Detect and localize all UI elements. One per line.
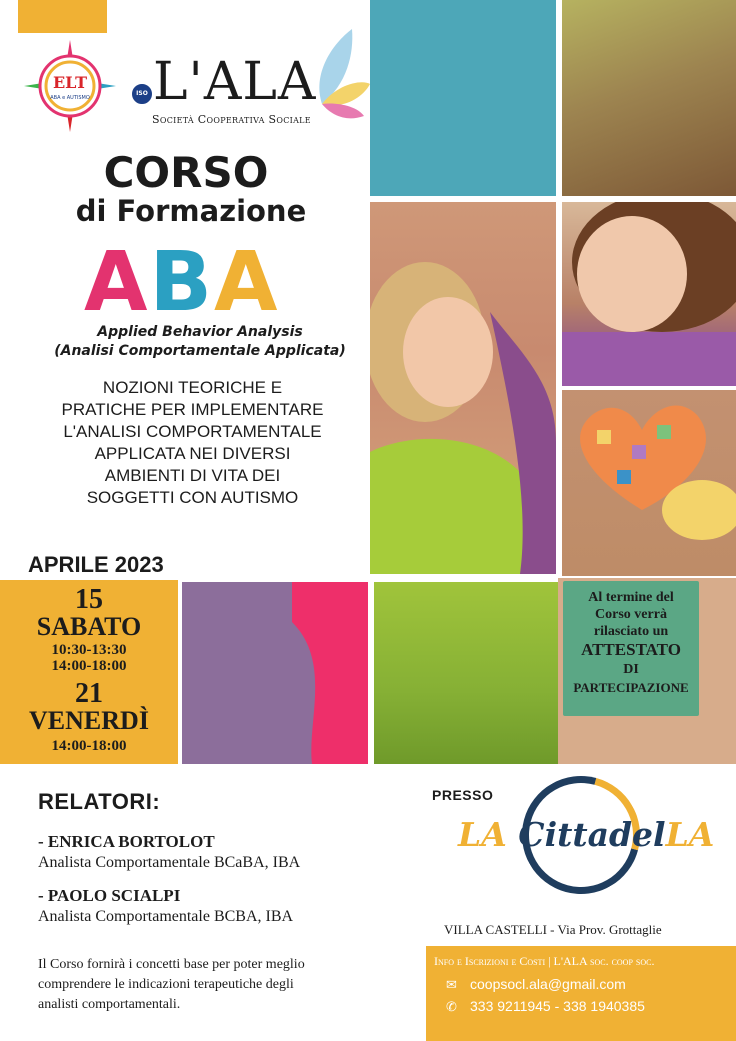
note-line: analisti comportamentali.: [38, 997, 181, 1012]
description-line: NOZIONI TEORICHE E: [102, 378, 283, 397]
phone-row[interactable]: [446, 998, 645, 1015]
child-illustration: [370, 202, 556, 574]
aba-letter-a2: A: [213, 235, 280, 330]
aba-letter-a1: A: [84, 235, 150, 330]
whatsapp-icon: ✆: [446, 999, 457, 1014]
photo-tile-girl: [562, 202, 736, 386]
wing-logo: [292, 24, 372, 124]
puzzle-piece: [597, 430, 611, 444]
date1-day: SABATO: [36, 612, 142, 641]
dates-block: [0, 580, 178, 764]
date1-time2: 14:00-18:00: [51, 658, 127, 674]
description-line: SOGGETTI CON AUTISMO: [86, 488, 299, 507]
course-note: [38, 955, 428, 1015]
photo-tile-child: [370, 202, 556, 574]
certificate-line: DI: [623, 662, 639, 677]
photo-tile-hair: [562, 0, 736, 196]
envelope-icon: ✉: [446, 977, 457, 992]
date2-number: 21: [75, 678, 103, 709]
certificate-line: Corso verrà: [595, 607, 667, 622]
child-face: [403, 297, 493, 407]
email-row[interactable]: [446, 976, 626, 993]
course-subheading: di Formazione: [75, 194, 307, 228]
heart-illustration: [562, 390, 736, 576]
corner-accent-cut: [0, 0, 18, 122]
email-text[interactable]: coopsocl.ala@gmail.com: [470, 976, 626, 992]
puzzle-piece: [632, 445, 646, 459]
pink-sweater: [292, 582, 368, 764]
certificate-box: [563, 581, 699, 716]
speaker-role: Analista Comportamentale BCaBA, IBA: [38, 854, 301, 871]
note-line: Il Corso fornirà i concetti base per poter meglio: [38, 957, 305, 972]
date1-time1: 10:30-13:30: [51, 642, 127, 658]
certificate-highlight: ATTESTATO: [581, 640, 681, 659]
date2-time1: 14:00-18:00: [51, 738, 127, 754]
aba-subtitle-en: Applied Behavior Analysis: [97, 324, 303, 340]
description-line: PRATICHE PER IMPLEMENTARE: [61, 400, 324, 419]
course-heading: CORSO: [103, 148, 269, 197]
photo-tile-teal: [370, 0, 556, 196]
photo-tile-purple: [182, 582, 368, 764]
date1-number: 15: [75, 584, 103, 615]
description-line: AMBIENTI DI VITA DEI: [104, 466, 281, 485]
pink-sweater-illustration: [182, 582, 368, 764]
description-line: APPLICATA NEI DIVERSI: [94, 444, 291, 463]
photo-tile-green: [374, 582, 558, 764]
note-line: comprendere le indicazioni terapeutiche degli: [38, 977, 294, 992]
wing-pink: [322, 104, 364, 119]
iso-text: ISO: [136, 90, 148, 97]
lala-title: L'ALA: [153, 52, 317, 112]
lala-subtitle: Società Cooperativa Sociale: [152, 113, 311, 126]
certificate-line: Al termine del: [588, 590, 674, 605]
course-description: [20, 377, 365, 509]
aba-title: [84, 235, 280, 330]
puzzle-piece: [657, 425, 671, 439]
elt-subtext: ABA e AUTISMO: [50, 95, 90, 101]
month-label: APRILE 2023: [28, 552, 164, 577]
phone-text[interactable]: 333 9211945 - 338 1940385: [470, 998, 645, 1014]
photo-tile-heart: [562, 390, 736, 576]
info-box: [426, 946, 736, 1041]
venue-label: PRESSO: [432, 787, 494, 803]
aba-letter-b: B: [149, 235, 214, 330]
aba-subtitle-it: (Analisi Comportamentale Applicata): [54, 343, 346, 359]
speaker-name: - PAOLO SCIALPI: [38, 886, 181, 905]
certificate-line: rilasciato un: [593, 624, 669, 639]
venue-address: VILLA CASTELLI - Via Prov. Grottaglie: [444, 922, 662, 937]
certificate-line: PARTECIPAZIONE: [573, 680, 689, 695]
puzzle-piece: [617, 470, 631, 484]
venue-name-part: Cittadel: [506, 815, 666, 854]
venue-name-part: LA: [665, 815, 715, 854]
girl-shirt: [562, 332, 736, 386]
info-title: Info e Iscrizioni e Costi | L'ALA soc. coop soc.: [434, 954, 655, 968]
venue-logo-name: [458, 815, 714, 854]
elt-text: ELT: [52, 73, 88, 92]
speaker-role: Analista Comportamentale BCBA, IBA: [38, 908, 294, 925]
date2-day: VENERDÌ: [29, 706, 149, 735]
speakers-heading: RELATORI:: [38, 789, 161, 814]
elt-logo: [22, 38, 118, 134]
girl-illustration: [562, 202, 736, 386]
venue-name-part: LA: [458, 815, 507, 854]
speaker-name: - ENRICA BORTOLOT: [38, 832, 215, 851]
description-line: L'ANALISI COMPORTAMENTALE: [63, 422, 322, 441]
girl-face: [577, 216, 687, 332]
